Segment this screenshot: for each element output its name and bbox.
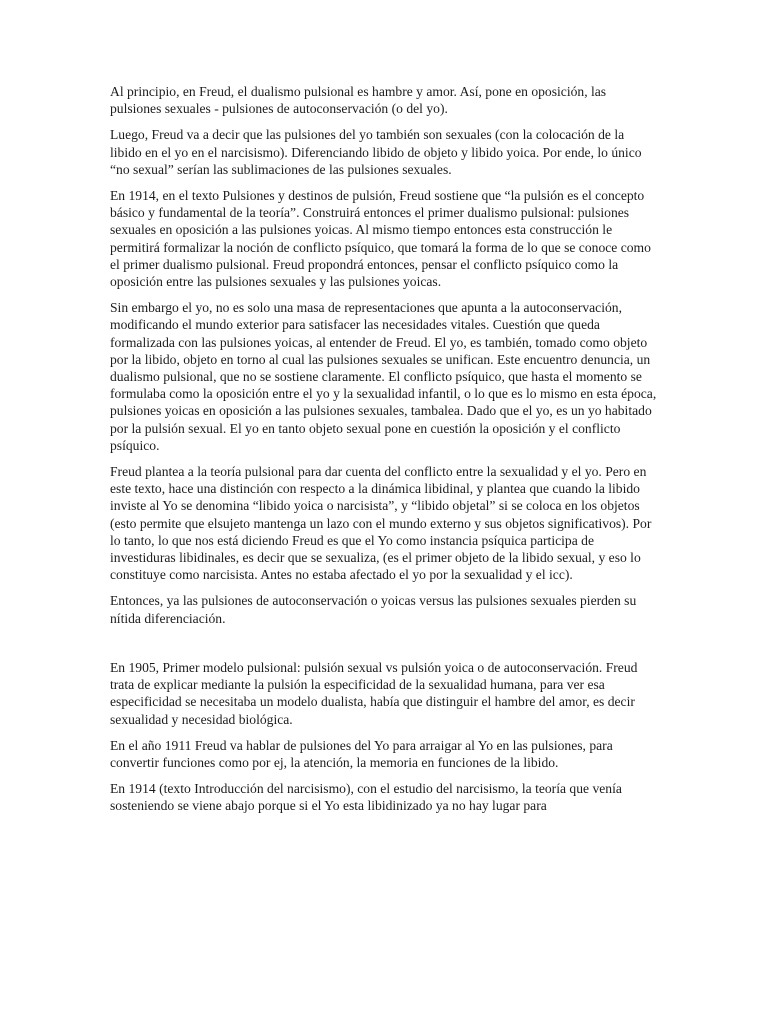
paragraph-9: En 1914 (texto Introducción del narcisismo), con el estudio del narcisismo, la teoría que venía sosteniendo se viene abajo porque si el Yo esta libidinizado ya no hay lugar para (110, 781, 622, 814)
paragraph-6: Entonces, ya las pulsiones de autoconservación o yoicas versus las pulsiones sexuales pierden su nítida diferenciación. (110, 593, 637, 626)
paragraph-2: Luego, Freud va a decir que las pulsiones del yo también son sexuales (con la colocación de la libido en el yo en el narcisismo). Diferenciando libido de objeto y libido yoica. Por ende, lo único “no sexual” serían las sublimaciones de las pulsiones sexuales. (110, 127, 642, 177)
paragraph-3: En 1914, en el texto Pulsiones y destinos de pulsión, Freud sostiene que “la pulsión es el concepto básico y fundamental de la teoría”. Construirá entonces el primer dualismo pulsional: pulsiones sexuales en oposición a las pulsiones yoicas. Al mismo tiempo entonces esta construcción le permitirá formalizar la noción de conflicto psíquico, que tomará la forma de lo que se conoce como el primer dualismo pulsional. Freud propondrá entonces, pensar el conflicto psíquico como la oposición entre las pulsiones sexuales y las pulsiones yoicas. (110, 188, 651, 290)
section-spacer (110, 636, 658, 659)
paragraph-1: Al principio, en Freud, el dualismo pulsional es hambre y amor. Así, pone en oposición, las pulsiones sexuales - pulsiones de autoconservación (o del yo). (110, 84, 607, 117)
paragraph-8: En el año 1911 Freud va hablar de pulsiones del Yo para arraigar al Yo en las pulsiones, para convertir funciones como por ej, la atención, la memoria en funciones de la libido. (110, 737, 613, 770)
paragraph-4: Sin embargo el yo, no es solo una masa de representaciones que apunta a la autoconservación, modificando el mundo exterior para satisfacer las necesidades vitales. Cuestión que queda formalizada con las pulsiones yoicas, al entender de Freud. El yo, es también, tomado como objeto por la libido, objeto en torno al cual las pulsiones sexuales se unifican. Este encuentro denuncia, un dualismo pulsional, que no se sostiene claramente. El conflicto psíquico, que hasta el momento se formulaba como la oposición entre el yo y la sexualidad infantil, o lo que es lo mismo en esta época, pulsiones yoicas en oposición a las pulsiones sexuales, tambalea. Dado que el yo, es un yo habitado por la pulsión sexual. El yo en tanto objeto sexual pone en cuestión la oposición y el conflicto psíquico. (110, 300, 657, 453)
paragraph-7: En 1905, Primer modelo pulsional: pulsión sexual vs pulsión yoica o de autoconservación. Freud trata de explicar mediante la pulsión la especificidad de la sexualidad humana, para ver esa especificidad se necesitaba un modelo dualista, había que distinguir el hambre del amor, es decir sexualidad y necesidad biológica. (110, 659, 638, 727)
document-body (110, 83, 658, 824)
paragraph-5: Freud plantea a la teoría pulsional para dar cuenta del conflicto entre la sexualidad y el yo. Pero en este texto, hace una distinción con respecto a la dinámica libidinal, y plantea que cuando la libido inviste al Yo se denomina “libido yoica o narcisista”, y “libido objetal” si se coloca en los objetos (esto permite que elsujeto mantenga un lazo con el mundo externo y sus objetos significativos). Por lo tanto, lo que nos está diciendo Freud es que el Yo como instancia psíquica participa de investiduras libidinales, es decir que se sexualiza, (es el primer objeto de la libido sexual, y eso lo constituye como narcisista. Antes no estaba afectado el yo por la sexualidad y el icc). (110, 464, 652, 583)
